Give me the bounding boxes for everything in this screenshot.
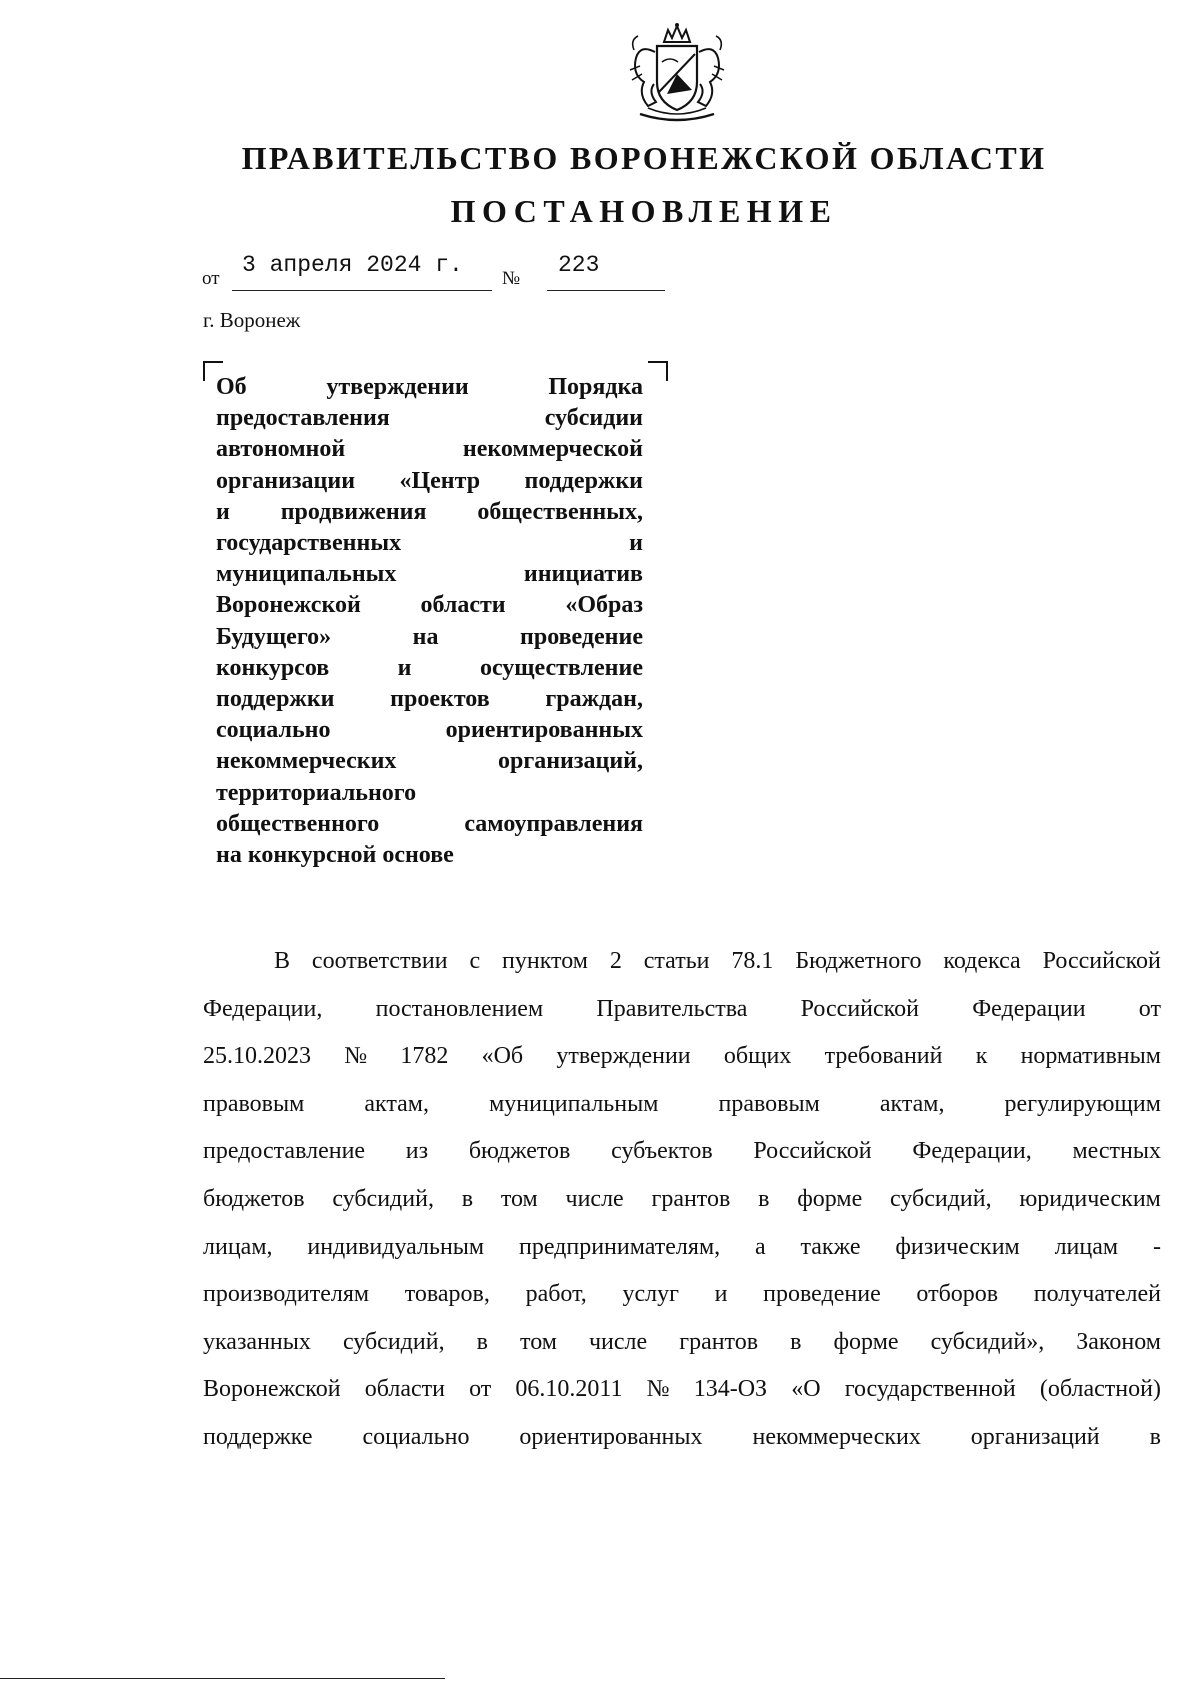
subject-word: осуществление [479,654,643,681]
subject-word: самоуправления [464,810,643,837]
subject-word: Воронежской [216,592,361,619]
body-word: Федерации, [912,1138,1032,1165]
subject-line [216,434,643,465]
body-word: социально [362,1423,470,1450]
subject-word: граждан, [545,686,643,713]
body-word: организаций [970,1423,1100,1450]
body-word: Российской [800,995,919,1022]
body-word: производителям [203,1281,370,1308]
subject-word: продвижения [280,498,427,525]
body-word: Федерации [972,995,1086,1022]
body-word: требований [824,1043,943,1070]
body-word: в [1149,1423,1161,1450]
subject-word: организации [216,467,356,494]
subject-line [216,622,643,653]
subject-word: на [412,623,439,650]
body-word: общих [723,1043,792,1070]
document-number: 223 [558,252,600,278]
body-word: некоммерческих [752,1423,921,1450]
subject-word: ориентированных [445,717,643,744]
body-word: «Об [481,1043,524,1070]
body-word: субсидий», [930,1328,1045,1355]
body-word: том [520,1328,557,1355]
body-word: субсидий, [342,1328,445,1355]
subject-line [216,684,643,715]
body-word: государственной [844,1376,1016,1403]
body-word: 2 [609,948,622,974]
body-word: № [646,1376,670,1403]
subject-line [216,809,643,840]
subject-line [216,403,643,434]
body-word: Российской [1042,948,1161,974]
subject-line [216,559,643,590]
body-word: предоставление [203,1138,366,1165]
subject-word: на конкурсной основе [216,842,454,869]
subject-corner-bracket-right [648,361,668,381]
subject-word: поддержки [524,467,643,494]
body-word: в [758,1185,770,1212]
body-word: грантов [651,1185,731,1212]
body-word: № [344,1043,368,1070]
government-title: ПРАВИТЕЛЬСТВО ВОРОНЕЖСКОЙ ОБЛАСТИ [241,140,1047,176]
subject-word: некоммерческих [216,748,397,775]
number-prefix-label: № [502,268,521,289]
body-word: лицам, [203,1233,273,1260]
subject-word: Об [216,374,247,400]
body-word: В [274,948,291,974]
subject-line [216,653,643,684]
body-word: предпринимателям, [518,1233,721,1260]
body-word: статьи [643,948,710,974]
body-word: 78.1 [731,948,774,974]
body-word: 1782 [400,1043,449,1070]
registration-row [202,248,672,292]
body-word: бюджетов [468,1138,571,1165]
body-word: числе [588,1328,648,1355]
subject-word: Порядка [548,374,643,400]
body-line [203,1128,1161,1176]
body-word: - [1152,1233,1161,1260]
body-word: том [500,1185,538,1212]
body-word: муниципальным [489,1090,659,1117]
body-word: кодекса [943,948,1021,974]
subject-word: Будущего» [216,623,332,650]
body-paragraph [203,938,1161,1462]
subject-line [216,372,643,403]
subject-word: некоммерческой [462,436,643,463]
body-word: от [469,1376,492,1403]
body-word: с [469,948,481,974]
body-word: «О [791,1376,821,1403]
body-line [203,986,1161,1034]
body-line [203,1081,1161,1129]
subject-word: конкурсов [216,654,330,681]
body-word: указанных [203,1328,311,1355]
body-word: товаров, [404,1281,490,1308]
body-word: Федерации, [203,995,323,1022]
body-word: услуг [622,1281,679,1308]
footer-divider [0,1678,445,1679]
body-line [203,1414,1161,1462]
body-word: и [714,1281,728,1308]
subject-line [216,746,643,777]
subject-word: и [629,530,643,557]
body-word: соответствии [311,948,448,974]
subject-line [216,778,643,809]
subject-word: государственных [216,530,402,557]
subject-word: муниципальных [216,561,397,588]
body-line [203,1033,1161,1081]
body-word: ориентированных [519,1423,703,1450]
subject-word: общественных, [477,498,643,525]
subject-word: инициатив [523,561,643,588]
body-word: 06.10.2011 [515,1376,623,1403]
body-word: к [975,1043,988,1070]
body-word: индивидуальным [307,1233,485,1260]
body-word: нормативным [1020,1043,1161,1070]
subject-word: поддержки [216,686,335,713]
body-word: в [476,1328,488,1355]
body-word: в [790,1328,802,1355]
body-word: получателей [1033,1281,1161,1308]
subject-word: предоставления [216,405,390,432]
city-label: г. Воронеж [203,308,301,332]
subject-title-block [216,372,643,871]
body-word: 25.10.2023 [203,1043,311,1070]
subject-line [216,466,643,497]
body-word: актам, [364,1090,429,1117]
body-line [203,1176,1161,1224]
subject-word: и [397,654,412,681]
subject-word: и [216,498,230,525]
body-word: проведение [763,1281,881,1308]
subject-word: «Центр [399,467,481,494]
subject-word: общественного [216,810,380,837]
body-word: лицам [1054,1233,1119,1260]
body-word: местных [1072,1138,1161,1165]
body-line [203,1319,1161,1367]
document-type-heading: ПОСТАНОВЛЕНИЕ [450,193,838,229]
document-date: 3 апреля 2024 г. [242,252,463,278]
coat-of-arms-emblem [622,22,732,126]
body-word: Законом [1076,1328,1161,1355]
subject-word: проектов [390,686,490,713]
body-word: отборов [916,1281,999,1308]
subject-word: утверждении [326,374,469,400]
body-word: физическим [895,1233,1020,1260]
body-line [203,938,1161,986]
body-word: грантов [679,1328,759,1355]
body-word: субъектов [611,1138,713,1165]
body-word: субсидий, [332,1185,434,1212]
body-word: поддержке [203,1423,313,1450]
body-word: также [800,1233,861,1260]
date-prefix-label: от [202,268,220,289]
body-word: работ, [525,1281,587,1308]
body-word: форме [833,1328,899,1355]
body-word: в [461,1185,474,1212]
body-word: а [754,1233,766,1260]
body-word: Российской [753,1138,872,1165]
subject-word: «Образ [565,592,643,619]
subject-line [216,497,643,528]
body-word: субсидий, [889,1185,992,1212]
subject-word: социально [216,717,331,744]
body-word: Правительства [596,995,748,1022]
body-word: бюджетов [203,1185,305,1212]
subject-line [216,590,643,621]
body-word: актам, [879,1090,945,1117]
body-word: пунктом [502,948,588,974]
body-line [203,1271,1161,1319]
body-word: правовым [718,1090,820,1117]
subject-word: организаций, [497,748,643,775]
body-line [203,1224,1161,1272]
subject-line [216,528,643,559]
body-word: числе [565,1185,624,1212]
body-word: форме [797,1185,863,1212]
body-word: из [405,1138,429,1165]
body-word: области [364,1376,445,1403]
body-word: от [1138,995,1161,1022]
body-word: 134-ОЗ [693,1376,768,1403]
body-word: утверждении [556,1043,691,1070]
body-word: Бюджетного [795,948,922,974]
body-word: (областной) [1039,1376,1161,1403]
subject-word: области [420,592,506,619]
subject-word: проведение [520,623,643,650]
body-word: постановлением [375,995,544,1022]
body-word: юридическим [1019,1185,1161,1212]
body-word: Воронежской [203,1376,341,1403]
body-word: регулирующим [1004,1090,1161,1117]
body-word: правовым [203,1090,305,1117]
subject-line [216,840,643,871]
subject-word: автономной [216,436,346,463]
subject-line [216,715,643,746]
body-line [203,1366,1161,1414]
subject-word: субсидии [544,405,643,432]
subject-word: территориального [216,779,417,806]
